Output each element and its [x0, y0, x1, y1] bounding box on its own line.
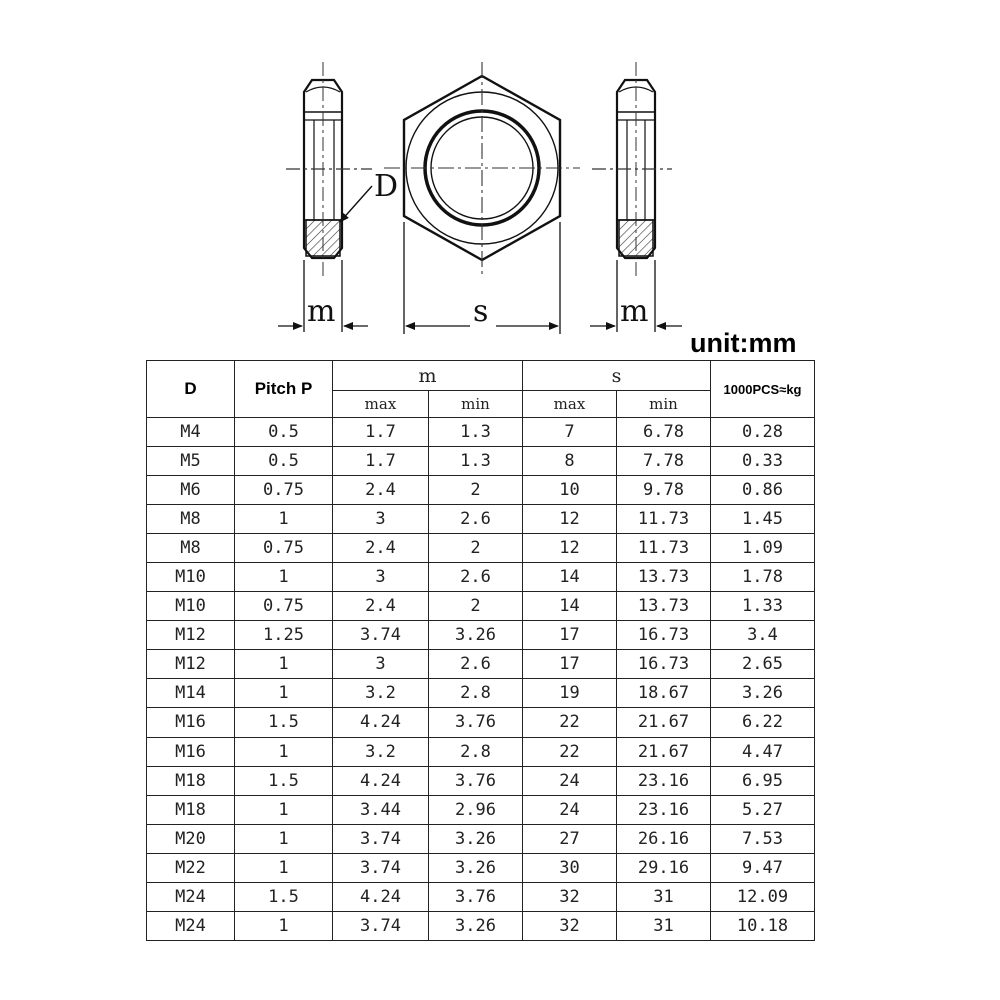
table-row [147, 824, 815, 853]
header-s-group: s [523, 361, 711, 391]
m-min-cell: 3.26 [429, 824, 523, 853]
m-min-cell: 1.3 [429, 447, 523, 476]
s-max-cell: 24 [523, 795, 617, 824]
m-min-cell: 2 [429, 592, 523, 621]
m-min-cell: 3.76 [429, 766, 523, 795]
m-max-cell: 3 [333, 563, 429, 592]
size-cell: M18 [147, 795, 235, 824]
unit-label: unit:mm [690, 328, 797, 358]
size-cell: M4 [147, 418, 235, 447]
weight-cell: 1.33 [711, 592, 815, 621]
size-cell: M8 [147, 505, 235, 534]
s-min-cell: 9.78 [617, 476, 711, 505]
s-min-cell: 11.73 [617, 534, 711, 563]
size-cell: M16 [147, 708, 235, 737]
s-min-cell: 21.67 [617, 737, 711, 766]
table-body [147, 418, 815, 941]
weight-cell: 3.26 [711, 679, 815, 708]
s-label: s [473, 294, 489, 329]
s-min-cell: 13.73 [617, 592, 711, 621]
pitch-cell: 0.75 [235, 476, 333, 505]
pitch-cell: 1 [235, 853, 333, 882]
weight-cell: 6.95 [711, 766, 815, 795]
m-max-cell: 3.74 [333, 853, 429, 882]
size-cell: M24 [147, 882, 235, 911]
weight-cell: 5.27 [711, 795, 815, 824]
weight-cell: 0.33 [711, 447, 815, 476]
s-max-cell: 22 [523, 737, 617, 766]
weight-cell: 1.45 [711, 505, 815, 534]
weight-cell: 9.47 [711, 853, 815, 882]
m-min-cell: 2.8 [429, 679, 523, 708]
weight-cell: 12.09 [711, 882, 815, 911]
pitch-cell: 1 [235, 679, 333, 708]
table-row [147, 621, 815, 650]
pitch-cell: 1.5 [235, 882, 333, 911]
s-max-cell: 27 [523, 824, 617, 853]
size-cell: M10 [147, 592, 235, 621]
table-row [147, 795, 815, 824]
m-max-cell: 3 [333, 505, 429, 534]
nut-dimension-table [146, 360, 815, 941]
size-cell: M16 [147, 737, 235, 766]
m-max-cell: 3.2 [333, 737, 429, 766]
s-max-cell: 17 [523, 650, 617, 679]
s-max-cell: 32 [523, 911, 617, 940]
s-max-cell: 10 [523, 476, 617, 505]
pitch-cell: 1.5 [235, 708, 333, 737]
s-min-cell: 31 [617, 882, 711, 911]
m-max-cell: 3.74 [333, 911, 429, 940]
m-min-cell: 3.26 [429, 911, 523, 940]
m-max-cell: 3 [333, 650, 429, 679]
m-max-cell: 4.24 [333, 882, 429, 911]
s-min-cell: 26.16 [617, 824, 711, 853]
d-leader-line [340, 186, 372, 222]
size-cell: M12 [147, 650, 235, 679]
weight-cell: 1.09 [711, 534, 815, 563]
table-row [147, 650, 815, 679]
s-max-cell: 12 [523, 534, 617, 563]
s-max-cell: 32 [523, 882, 617, 911]
s-max-cell: 12 [523, 505, 617, 534]
m-min-cell: 3.76 [429, 708, 523, 737]
m-max-cell: 2.4 [333, 534, 429, 563]
m-max-cell: 2.4 [333, 476, 429, 505]
s-min-cell: 23.16 [617, 766, 711, 795]
m-max-cell: 4.24 [333, 766, 429, 795]
s-min-cell: 18.67 [617, 679, 711, 708]
table-row [147, 737, 815, 766]
m-max-cell: 2.4 [333, 592, 429, 621]
weight-cell: 4.47 [711, 737, 815, 766]
size-cell: M5 [147, 447, 235, 476]
pitch-cell: 1 [235, 650, 333, 679]
weight-cell: 10.18 [711, 911, 815, 940]
table-row [147, 911, 815, 940]
pitch-cell: 0.75 [235, 534, 333, 563]
header-weight: 1000PCS≈kg [711, 361, 815, 418]
pitch-cell: 1.5 [235, 766, 333, 795]
d-label: D [374, 169, 399, 204]
pitch-cell: 1.25 [235, 621, 333, 650]
m-max-cell: 4.24 [333, 708, 429, 737]
s-max-cell: 24 [523, 766, 617, 795]
size-cell: M8 [147, 534, 235, 563]
m-min-cell: 2.6 [429, 650, 523, 679]
m-min-cell: 2.96 [429, 795, 523, 824]
s-max-cell: 14 [523, 592, 617, 621]
m-min-cell: 2.6 [429, 505, 523, 534]
size-cell: M14 [147, 679, 235, 708]
table-row [147, 766, 815, 795]
weight-cell: 7.53 [711, 824, 815, 853]
header-m-max: max [333, 391, 429, 418]
s-min-cell: 16.73 [617, 621, 711, 650]
table-row [147, 679, 815, 708]
pitch-cell: 1 [235, 824, 333, 853]
m-min-cell: 2 [429, 476, 523, 505]
table-row [147, 447, 815, 476]
pitch-cell: 0.5 [235, 418, 333, 447]
table-row [147, 882, 815, 911]
m-max-cell: 3.74 [333, 621, 429, 650]
table-row [147, 708, 815, 737]
table-row [147, 853, 815, 882]
s-max-cell: 7 [523, 418, 617, 447]
weight-cell: 6.22 [711, 708, 815, 737]
pitch-cell: 1 [235, 563, 333, 592]
pitch-cell: 1 [235, 911, 333, 940]
s-min-cell: 7.78 [617, 447, 711, 476]
weight-cell: 0.86 [711, 476, 815, 505]
m-min-cell: 3.26 [429, 853, 523, 882]
m-min-cell: 2.6 [429, 563, 523, 592]
s-min-cell: 31 [617, 911, 711, 940]
weight-cell: 0.28 [711, 418, 815, 447]
weight-cell: 2.65 [711, 650, 815, 679]
table-row [147, 418, 815, 447]
m-max-cell: 1.7 [333, 447, 429, 476]
m-min-cell: 3.26 [429, 621, 523, 650]
m-min-cell: 2.8 [429, 737, 523, 766]
s-min-cell: 16.73 [617, 650, 711, 679]
s-max-cell: 19 [523, 679, 617, 708]
size-cell: M22 [147, 853, 235, 882]
m-max-cell: 3.2 [333, 679, 429, 708]
m-min-cell: 2 [429, 534, 523, 563]
s-min-cell: 21.67 [617, 708, 711, 737]
s-min-cell: 29.16 [617, 853, 711, 882]
header-s-min: min [617, 391, 711, 418]
weight-cell: 1.78 [711, 563, 815, 592]
size-cell: M20 [147, 824, 235, 853]
size-cell: M18 [147, 766, 235, 795]
right-m-label: m [620, 294, 649, 329]
s-max-cell: 22 [523, 708, 617, 737]
s-max-cell: 8 [523, 447, 617, 476]
m-max-cell: 3.74 [333, 824, 429, 853]
table-row [147, 563, 815, 592]
size-cell: M10 [147, 563, 235, 592]
header-m-min: min [429, 391, 523, 418]
size-cell: M24 [147, 911, 235, 940]
hex-nut-technical-drawing [0, 0, 1000, 345]
s-max-cell: 30 [523, 853, 617, 882]
left-m-label: m [307, 294, 336, 329]
pitch-cell: 1 [235, 795, 333, 824]
pitch-cell: 0.75 [235, 592, 333, 621]
header-d: D [147, 361, 235, 418]
header-s-max: max [523, 391, 617, 418]
s-min-cell: 13.73 [617, 563, 711, 592]
size-cell: M6 [147, 476, 235, 505]
pitch-cell: 0.5 [235, 447, 333, 476]
m-max-cell: 1.7 [333, 418, 429, 447]
s-min-cell: 23.16 [617, 795, 711, 824]
table-row [147, 534, 815, 563]
table-row [147, 505, 815, 534]
table-row [147, 592, 815, 621]
m-min-cell: 3.76 [429, 882, 523, 911]
header-pitch: Pitch P [235, 361, 333, 418]
header-m-group: m [333, 361, 523, 391]
s-min-cell: 6.78 [617, 418, 711, 447]
table-row [147, 476, 815, 505]
pitch-cell: 1 [235, 737, 333, 766]
m-max-cell: 3.44 [333, 795, 429, 824]
weight-cell: 3.4 [711, 621, 815, 650]
s-min-cell: 11.73 [617, 505, 711, 534]
s-max-cell: 17 [523, 621, 617, 650]
s-max-cell: 14 [523, 563, 617, 592]
size-cell: M12 [147, 621, 235, 650]
pitch-cell: 1 [235, 505, 333, 534]
m-min-cell: 1.3 [429, 418, 523, 447]
